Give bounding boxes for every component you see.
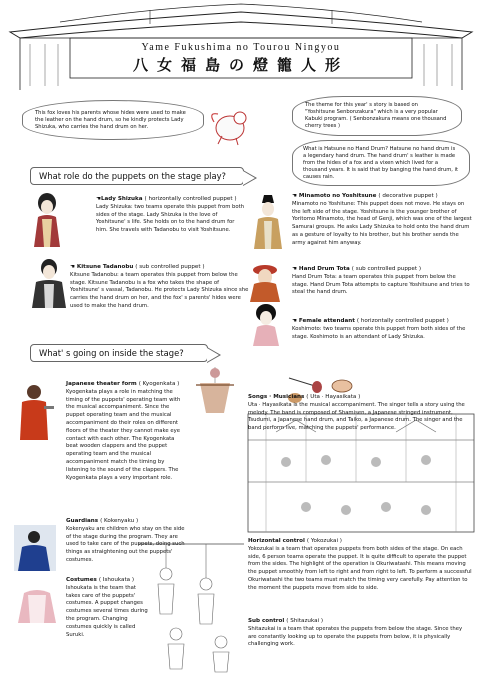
lady-shizuka-text: Lady Shizuka: two teams operate this puppet from both sides of the stage. Lady Shizuka is the love of Yoshitsune' s life. She holds on to the hand drum for him. She travels with Tadanobu to visit Yoshitsune. <box>96 203 245 234</box>
guardians-heading <box>66 518 186 526</box>
hatsune-speech-bubble <box>292 140 470 186</box>
section-inside-label: What' s going on inside the stage? <box>39 348 184 358</box>
sub-control-subtitle: ( Shitazukai ) <box>286 618 324 624</box>
songs-musicians-heading <box>248 394 472 402</box>
fox-speech-bubble <box>22 100 204 140</box>
female-attendant-heading <box>292 318 472 326</box>
guardians-subtitle: ( Kokenyaku ) <box>100 518 139 524</box>
costume-puppet-photo <box>14 583 60 623</box>
guardian-child-photo <box>14 525 56 571</box>
lady-shizuka-block <box>96 196 246 235</box>
pointing-hand-icon: ☚ <box>292 266 297 272</box>
yoshitsune-subtitle: ( decorative puppet ) <box>378 193 438 199</box>
yoshitsune-heading <box>292 193 472 201</box>
costumes-text: Ishoukata is the team that takes care of the puppets' costumes. A puppet changes costumes several times during the program. Changing costumes quickly is called Suruki. <box>66 584 148 638</box>
kyogenkata-subtitle: ( Kyogenkata ) <box>138 381 180 387</box>
section-header-role <box>30 167 244 185</box>
horizontal-control-title: Horizontal control <box>248 538 305 544</box>
page-title: 八女福島の燈籠人形 <box>132 56 349 74</box>
pointing-hand-icon: ☚ <box>70 264 75 270</box>
kyogenkata-heading <box>66 381 186 389</box>
yoshitsune-title: Minamoto no Yoshitsune <box>298 193 377 199</box>
yoshitsune-puppet-image <box>252 193 284 249</box>
hatsune-bubble-text: What is Hatsune no Hand Drum? Hatsune no hand drum is a legendary hand drum. The hand drum' s leather is made from the hides of a fox and a vixen which lived for a thousand years. It is said that by banging the hand drum, it causes rain. <box>303 145 459 180</box>
sub-control-block <box>248 618 472 649</box>
female-attendant-title: Female attendant <box>298 318 355 324</box>
kitsune-tadanobu-text: Kitsune Tadanobu: a team operates this puppet from below the stage. Kitsune Tadanobu is a fox who takes the shape of Yoshitsune' s vassal, Tadanobu. He protects Lady Shizuka since she carries the hand drum on her, and the fox' s parents' hides were used to make the hand drum. <box>70 271 249 309</box>
costumes-heading <box>66 577 150 585</box>
hand-drum-tota-text: Hand Drum Tota: a team operates this puppet from below the stage. Hand Drum Tota attempts to capture Yoshitsune and tries to steal the hand drum. <box>292 273 470 296</box>
guardians-block <box>66 518 186 565</box>
kyogenkata-block <box>66 381 186 482</box>
hand-drum-tota-subtitle: ( sub controlled puppet ) <box>351 266 422 272</box>
horizontal-control-text: Yokozukai is a team that operates puppets from both sides of the stage. On each side, 6 person teams operate the puppet. It is quite difficult to operate the puppet from the sides. The highlight of the operation is Okuriwatashi. This means moving the puppet smoothly from left to right and from right to left. To perform a successful Okuriwatashi the two teams must match the timing very carefully. Pay attention to the moment the puppets move from side to side. <box>248 545 472 591</box>
lady-shizuka-title: Lady Shizuka <box>100 196 143 202</box>
hand-drum-tota-title: Hand Drum Tota <box>298 266 350 272</box>
female-attendant-puppet-image <box>250 304 282 346</box>
lady-shizuka-subtitle: ( horizontally controlled puppet ) <box>144 196 237 202</box>
fox-bubble-text: This fox loves his parents whose hides were used to make the leather on the hand drum, so he kindly protects Lady Shizuka, who carries the hand drum on her. <box>35 109 186 130</box>
kitsune-tadanobu-title: Kitsune Tadanobu <box>76 264 134 270</box>
horizontal-control-heading <box>248 538 472 546</box>
kyogenkata-text: Kyogenkata plays a role in matching the timing of the puppets' operating team with the musical accompaniment. Since the puppet operating team and the musical accompaniment do their roles on different floors of the theater they cannot make eye contact with each other. The Kyogenkata beat wooden clappers and the puppet operating team and the musical accompaniment match the timing by listening to the sound of the clappers. The Kyogenkata plays a very important role. <box>66 388 181 481</box>
hand-drum-tota-block <box>292 266 472 297</box>
theme-bubble-text: The theme for this year' s story is based on "Yoshitsune Senbonzakura" which is a very popular Kabuki program. ( Senbonzakura means one thousand cherry trees ) <box>305 102 447 129</box>
yoshitsune-block <box>292 193 472 248</box>
page-subtitle: Yame Fukushima no Tourou Ningyou <box>141 42 341 53</box>
kitsune-tadanobu-heading <box>70 264 250 272</box>
songs-musicians-block <box>248 394 472 433</box>
guardians-title: Guardians <box>66 518 99 524</box>
sub-control-text: Shitazukai is a team that operates the puppets from below the stage. Since they are constantly looking up to operate the puppets from below, it is physically challenging work. <box>248 625 463 648</box>
songs-musicians-title: Songs · Musicians <box>248 394 305 400</box>
kyogenkata-title: Japanese theater form <box>66 381 137 387</box>
sub-control-title: Sub control <box>248 618 285 624</box>
costumes-block <box>66 577 150 639</box>
kyogenkata-clapper-man-photo <box>14 380 56 440</box>
horizontal-control-block <box>248 538 472 593</box>
costumes-subtitle: ( Ishoukata ) <box>98 577 135 583</box>
hand-drum-tota-puppet-image <box>248 262 282 302</box>
section-role-label: What role do the puppets on the stage play? <box>39 171 227 181</box>
songs-musicians-text: Uta · Hayasikata is the musical accompaniment. The singer tells a story using the melody. The band is composed of Shamisen, a Japanese stringed instrument, Tsudumi, a Japanese hand drum, and Taiko, a Japanese drum. The singer and the band perform live, matching the puppets' performance. <box>248 401 465 432</box>
costumes-title: Costumes <box>66 577 97 583</box>
section-header-inside <box>30 344 208 362</box>
pointing-hand-icon: ☚ <box>292 318 297 324</box>
yoshitsune-text: Minamoto no Yoshitune: This puppet does not move. He stays on the left side of the stage. Yoshitsune is the younger brother of Yoritomo Minamoto, the head of Genji, which was one of the largest Samurai groups. He asks Lady Shizuka to hold onto the hand drum as a gesture of loyalty to his brother, but his brother sends the army against him anyway. <box>292 200 472 246</box>
fox-puppet-image <box>206 102 256 146</box>
guardians-text: Kokenyaku are children who stay on the side of the stage during the program. They are used to take care of the puppets, doing such things as straightening out the puppets' costumes. <box>66 525 185 563</box>
female-attendant-block <box>292 318 472 341</box>
hand-drum-tota-heading <box>292 266 472 274</box>
kitsune-tadanobu-subtitle: ( sub controlled puppet ) <box>135 264 205 270</box>
sub-control-heading <box>248 618 472 626</box>
female-attendant-subtitle: ( horizontally controlled puppet ) <box>356 318 449 324</box>
kitsune-tadanobu-block <box>70 264 250 311</box>
female-attendant-text: Koshimoto: two teams operate this puppet from both sides of the stage. Koshimoto is an attendant of Lady Shizuka. <box>292 325 466 340</box>
horizontal-control-subtitle: ( Yokozukai ) <box>306 538 342 544</box>
theme-speech-bubble <box>292 96 462 136</box>
pointing-hand-icon: ☚ <box>292 193 297 199</box>
lady-shizuka-heading <box>96 196 246 204</box>
pointing-hand-icon: ☚ <box>96 196 101 202</box>
puppet-operator-illustration <box>190 365 240 415</box>
kitsune-tadanobu-puppet-image <box>30 258 68 308</box>
lady-shizuka-puppet-image <box>30 193 64 247</box>
songs-musicians-subtitle: ( Uta · Hayasikata ) <box>306 394 361 400</box>
